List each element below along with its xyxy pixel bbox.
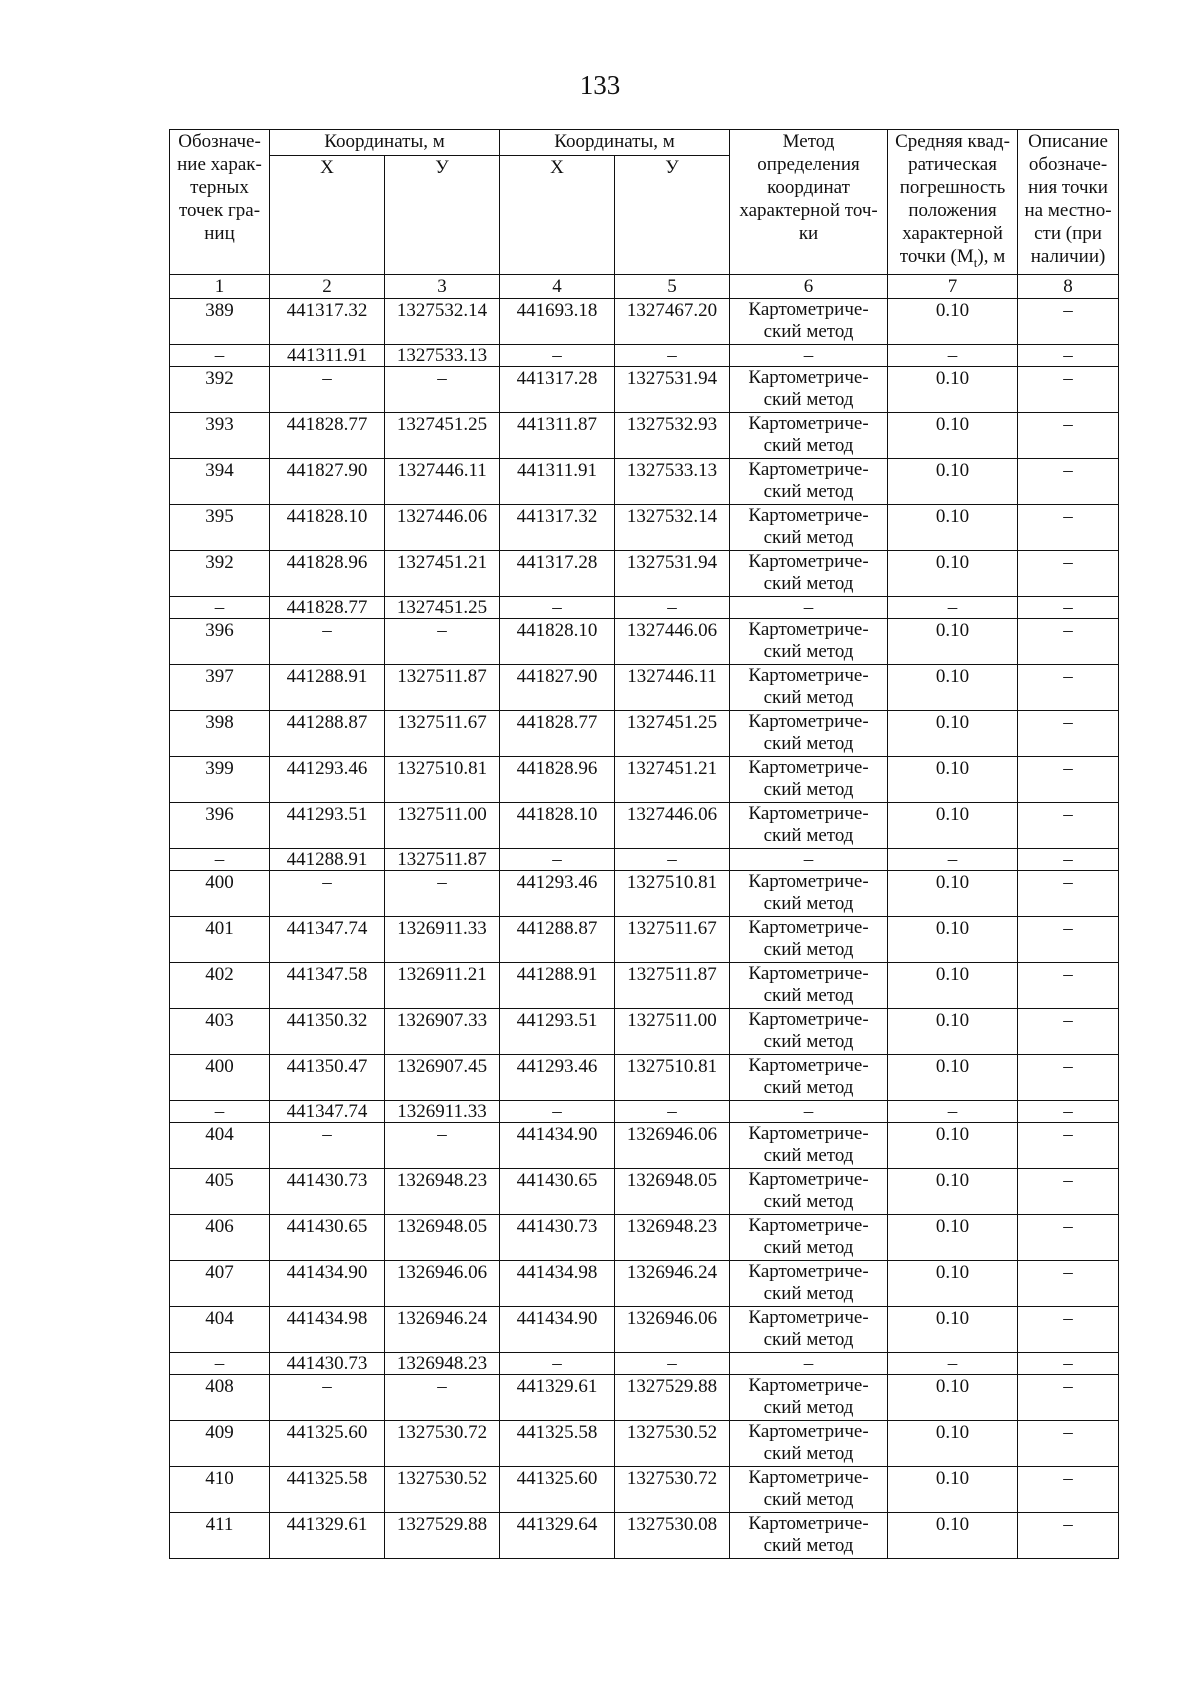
table-row [170,756,1119,802]
error-cell: 0.10 [888,366,1018,412]
table-row [170,1168,1119,1214]
table-row [170,916,1119,962]
method-cell: Картометриче- ский метод [730,962,888,1008]
header-x-2: Х [500,156,615,274]
y-old-cell: 1327530.52 [385,1466,500,1512]
error-cell: 0.10 [888,1466,1018,1512]
table-row [170,458,1119,504]
description-cell: – [1018,596,1119,618]
x-new-cell: 441828.10 [500,802,615,848]
x-new-cell: 441828.10 [500,618,615,664]
x-old-cell: 441329.61 [270,1512,385,1558]
header-designation: Обозначе- ние харак- терных точек гра- ниц [170,130,270,275]
point-id-cell: – [170,596,270,618]
x-old-cell: 441828.10 [270,504,385,550]
table-row [170,1374,1119,1420]
y-new-cell: 1327532.14 [615,504,730,550]
y-old-cell: 1327530.72 [385,1420,500,1466]
column-number: 4 [500,274,615,298]
y-new-cell: 1326946.06 [615,1122,730,1168]
y-new-cell: 1327529.88 [615,1374,730,1420]
x-old-cell: – [270,618,385,664]
table-row [170,298,1119,344]
error-cell: 0.10 [888,1260,1018,1306]
x-new-cell: 441293.46 [500,870,615,916]
x-old-cell: 441288.91 [270,848,385,870]
column-number: 8 [1018,274,1119,298]
error-cell: 0.10 [888,870,1018,916]
header-x-1: Х [270,156,385,274]
x-old-cell: 441325.58 [270,1466,385,1512]
table-row [170,1260,1119,1306]
y-old-cell: – [385,366,500,412]
description-cell: – [1018,1122,1119,1168]
x-new-cell: – [500,1100,615,1122]
y-old-cell: 1326946.06 [385,1260,500,1306]
x-new-cell: 441430.73 [500,1214,615,1260]
x-old-cell: 441430.73 [270,1352,385,1374]
y-old-cell: 1327446.06 [385,504,500,550]
method-cell: – [730,344,888,366]
table-row [170,1122,1119,1168]
point-id-cell: 395 [170,504,270,550]
description-cell: – [1018,1466,1119,1512]
method-cell: Картометриче- ский метод [730,1374,888,1420]
point-id-cell: 409 [170,1420,270,1466]
y-new-cell: 1327446.06 [615,618,730,664]
column-numbers-row [170,274,1119,298]
description-cell: – [1018,1168,1119,1214]
description-cell: – [1018,1100,1119,1122]
x-new-cell: 441311.87 [500,412,615,458]
y-new-cell: 1326946.24 [615,1260,730,1306]
y-new-cell: 1327446.11 [615,664,730,710]
table-row [170,366,1119,412]
description-cell: – [1018,870,1119,916]
column-number: 7 [888,274,1018,298]
x-new-cell: 441288.87 [500,916,615,962]
point-id-cell: 401 [170,916,270,962]
method-cell: Картометриче- ский метод [730,1214,888,1260]
x-old-cell: 441828.77 [270,412,385,458]
column-number: 2 [270,274,385,298]
y-new-cell: 1327532.93 [615,412,730,458]
description-cell: – [1018,1352,1119,1374]
description-cell: – [1018,344,1119,366]
header-y-1: У [385,156,500,274]
x-old-cell: 441430.65 [270,1214,385,1260]
point-id-cell: 403 [170,1008,270,1054]
x-new-cell: 441329.64 [500,1512,615,1558]
x-new-cell: 441827.90 [500,664,615,710]
description-cell: – [1018,1512,1119,1558]
point-id-cell: 398 [170,710,270,756]
table-row [170,1214,1119,1260]
method-cell: Картометриче- ский метод [730,1420,888,1466]
x-new-cell: 441325.58 [500,1420,615,1466]
y-old-cell: 1326907.33 [385,1008,500,1054]
column-number: 1 [170,274,270,298]
point-id-cell: – [170,1100,270,1122]
point-id-cell: 392 [170,366,270,412]
y-old-cell: 1327533.13 [385,344,500,366]
point-id-cell: 408 [170,1374,270,1420]
x-new-cell: – [500,1352,615,1374]
description-cell: – [1018,412,1119,458]
error-cell: – [888,1352,1018,1374]
method-cell: Картометриче- ский метод [730,1122,888,1168]
error-cell: 0.10 [888,962,1018,1008]
description-cell: – [1018,756,1119,802]
table-row [170,848,1119,870]
y-old-cell: – [385,870,500,916]
error-cell: 0.10 [888,504,1018,550]
x-new-cell: 441693.18 [500,298,615,344]
x-new-cell: 441434.90 [500,1306,615,1352]
x-new-cell: 441317.32 [500,504,615,550]
y-old-cell: 1327511.87 [385,664,500,710]
y-old-cell: 1326911.33 [385,1100,500,1122]
x-old-cell: – [270,1374,385,1420]
y-old-cell: 1327511.67 [385,710,500,756]
x-old-cell: 441350.32 [270,1008,385,1054]
description-cell: – [1018,298,1119,344]
x-new-cell: 441828.77 [500,710,615,756]
table-row [170,1100,1119,1122]
method-cell: Картометриче- ский метод [730,1512,888,1558]
table-row [170,1306,1119,1352]
x-old-cell: 441434.90 [270,1260,385,1306]
x-old-cell: – [270,366,385,412]
y-new-cell: 1327511.87 [615,962,730,1008]
method-cell: Картометриче- ский метод [730,1168,888,1214]
x-old-cell: 441828.96 [270,550,385,596]
coordinates-table [169,129,1119,1559]
header-error: Средняя квад- ратическая погрешность положения характерной точки $(M_t)$, м [888,130,1018,275]
error-cell: – [888,344,1018,366]
y-new-cell: – [615,596,730,618]
y-new-cell: 1327446.06 [615,802,730,848]
point-id-cell: 396 [170,802,270,848]
method-cell: Картометриче- ский метод [730,458,888,504]
error-cell: – [888,848,1018,870]
error-cell: 0.10 [888,1008,1018,1054]
point-id-cell: 400 [170,870,270,916]
column-number: 5 [615,274,730,298]
error-cell: 0.10 [888,458,1018,504]
x-new-cell: 441325.60 [500,1466,615,1512]
description-cell: – [1018,710,1119,756]
method-cell: Картометриче- ский метод [730,1008,888,1054]
y-old-cell: 1327451.25 [385,412,500,458]
x-old-cell: 441827.90 [270,458,385,504]
y-new-cell: 1327511.00 [615,1008,730,1054]
point-id-cell: 399 [170,756,270,802]
x-old-cell: 441325.60 [270,1420,385,1466]
table-row [170,802,1119,848]
y-old-cell: 1326911.33 [385,916,500,962]
x-old-cell: 441347.74 [270,916,385,962]
description-cell: – [1018,458,1119,504]
y-new-cell: 1326946.06 [615,1306,730,1352]
x-old-cell: 441828.77 [270,596,385,618]
point-id-cell: 397 [170,664,270,710]
point-id-cell: 393 [170,412,270,458]
y-old-cell: 1327511.00 [385,802,500,848]
x-old-cell: – [270,870,385,916]
error-cell: 0.10 [888,756,1018,802]
error-cell: 0.10 [888,664,1018,710]
method-cell: Картометриче- ский метод [730,870,888,916]
error-cell: 0.10 [888,1420,1018,1466]
x-new-cell: 441434.90 [500,1122,615,1168]
y-old-cell: 1326946.24 [385,1306,500,1352]
table-row [170,504,1119,550]
point-id-cell: 407 [170,1260,270,1306]
x-new-cell: 441434.98 [500,1260,615,1306]
description-cell: – [1018,504,1119,550]
header-coords-group-2: Координаты, м [500,130,730,156]
y-old-cell: 1326948.23 [385,1168,500,1214]
point-id-cell: – [170,848,270,870]
method-cell: Картометриче- ский метод [730,618,888,664]
error-cell: 0.10 [888,1374,1018,1420]
y-new-cell: 1327530.52 [615,1420,730,1466]
method-cell: Картометриче- ский метод [730,1260,888,1306]
method-cell: Картометриче- ский метод [730,298,888,344]
error-cell: 0.10 [888,1512,1018,1558]
point-id-cell: – [170,1352,270,1374]
description-cell: – [1018,1214,1119,1260]
table-row [170,710,1119,756]
x-new-cell: 441317.28 [500,366,615,412]
table-row [170,412,1119,458]
y-new-cell: 1327531.94 [615,550,730,596]
x-old-cell: 441293.51 [270,802,385,848]
y-new-cell: 1327511.67 [615,916,730,962]
y-new-cell: 1327451.25 [615,710,730,756]
x-new-cell: 441828.96 [500,756,615,802]
header-method: Метод определения координат характерной точ- ки [730,130,888,275]
y-new-cell: 1327451.21 [615,756,730,802]
y-new-cell: 1327510.81 [615,870,730,916]
description-cell: – [1018,1374,1119,1420]
y-new-cell: – [615,1352,730,1374]
table-row [170,870,1119,916]
point-id-cell: 394 [170,458,270,504]
point-id-cell: 410 [170,1466,270,1512]
x-old-cell: 441317.32 [270,298,385,344]
description-cell: – [1018,550,1119,596]
error-cell: 0.10 [888,710,1018,756]
x-new-cell: 441430.65 [500,1168,615,1214]
method-cell: – [730,1352,888,1374]
column-number: 3 [385,274,500,298]
method-cell: Картометриче- ский метод [730,756,888,802]
y-old-cell: 1327510.81 [385,756,500,802]
y-new-cell: – [615,344,730,366]
method-cell: Картометриче- ский метод [730,412,888,458]
y-new-cell: 1327530.72 [615,1466,730,1512]
description-cell: – [1018,848,1119,870]
method-cell: Картометриче- ский метод [730,504,888,550]
y-new-cell: – [615,1100,730,1122]
y-old-cell: 1326907.45 [385,1054,500,1100]
x-old-cell: 441347.58 [270,962,385,1008]
error-cell: 0.10 [888,550,1018,596]
table-row [170,1512,1119,1558]
description-cell: – [1018,618,1119,664]
description-cell: – [1018,1008,1119,1054]
y-new-cell: 1327533.13 [615,458,730,504]
method-cell: Картометриче- ский метод [730,1306,888,1352]
x-old-cell: 441347.74 [270,1100,385,1122]
point-id-cell: 392 [170,550,270,596]
error-cell: – [888,596,1018,618]
description-cell: – [1018,962,1119,1008]
method-cell: Картометриче- ский метод [730,802,888,848]
point-id-cell: 389 [170,298,270,344]
y-old-cell: 1327529.88 [385,1512,500,1558]
x-new-cell: 441329.61 [500,1374,615,1420]
description-cell: – [1018,664,1119,710]
error-cell: 0.10 [888,802,1018,848]
method-cell: Картометриче- ский метод [730,366,888,412]
table-row [170,344,1119,366]
point-id-cell: 402 [170,962,270,1008]
y-old-cell: 1326948.05 [385,1214,500,1260]
x-new-cell: – [500,596,615,618]
method-cell: Картометриче- ский метод [730,664,888,710]
error-cell: 0.10 [888,1306,1018,1352]
description-cell: – [1018,366,1119,412]
point-id-cell: 405 [170,1168,270,1214]
table-row [170,1420,1119,1466]
error-cell: 0.10 [888,916,1018,962]
description-cell: – [1018,1054,1119,1100]
method-cell: – [730,596,888,618]
table-row [170,1054,1119,1100]
x-new-cell: 441317.28 [500,550,615,596]
table-row [170,1008,1119,1054]
x-new-cell: 441311.91 [500,458,615,504]
point-id-cell: 396 [170,618,270,664]
point-id-cell: 406 [170,1214,270,1260]
page-number: 133 [579,70,621,100]
description-cell: – [1018,802,1119,848]
y-old-cell: 1327446.11 [385,458,500,504]
table-row [170,1352,1119,1374]
description-cell: – [1018,916,1119,962]
header-coords-group-1: Координаты, м [270,130,500,156]
table-row [170,664,1119,710]
header-description: Описание обозначе- ния точки на местно- сти (при наличии) [1018,130,1119,275]
point-id-cell: 411 [170,1512,270,1558]
y-old-cell: – [385,1374,500,1420]
method-cell: Картометриче- ский метод [730,916,888,962]
x-old-cell: 441288.87 [270,710,385,756]
header-row-1 [170,130,1119,156]
y-old-cell: – [385,1122,500,1168]
y-new-cell: 1327510.81 [615,1054,730,1100]
y-old-cell: 1327532.14 [385,298,500,344]
x-new-cell: – [500,344,615,366]
error-cell: 0.10 [888,1168,1018,1214]
error-cell: 0.10 [888,298,1018,344]
table-row [170,550,1119,596]
x-old-cell: 441288.91 [270,664,385,710]
x-old-cell: 441293.46 [270,756,385,802]
x-old-cell: 441430.73 [270,1168,385,1214]
error-cell: 0.10 [888,1122,1018,1168]
x-new-cell: 441293.46 [500,1054,615,1100]
y-old-cell: 1327511.87 [385,848,500,870]
method-cell: Картометриче- ский метод [730,1466,888,1512]
x-new-cell: 441288.91 [500,962,615,1008]
error-cell: 0.10 [888,1214,1018,1260]
error-cell: 0.10 [888,412,1018,458]
x-old-cell: 441434.98 [270,1306,385,1352]
description-cell: – [1018,1260,1119,1306]
y-new-cell: 1327530.08 [615,1512,730,1558]
description-cell: – [1018,1420,1119,1466]
method-cell: Картометриче- ский метод [730,710,888,756]
x-old-cell: 441350.47 [270,1054,385,1100]
y-new-cell: 1326948.05 [615,1168,730,1214]
y-old-cell: 1326948.23 [385,1352,500,1374]
point-id-cell: – [170,344,270,366]
error-cell: 0.10 [888,618,1018,664]
error-cell: 0.10 [888,1054,1018,1100]
table-row [170,596,1119,618]
x-new-cell: – [500,848,615,870]
y-old-cell: 1327451.25 [385,596,500,618]
y-new-cell: – [615,848,730,870]
point-id-cell: 400 [170,1054,270,1100]
y-new-cell: 1327467.20 [615,298,730,344]
description-cell: – [1018,1306,1119,1352]
error-cell: – [888,1100,1018,1122]
method-cell: Картометриче- ский метод [730,550,888,596]
table-row [170,618,1119,664]
table-row [170,962,1119,1008]
x-old-cell: 441311.91 [270,344,385,366]
method-cell: – [730,1100,888,1122]
header-y-2: У [615,156,730,274]
y-new-cell: 1327531.94 [615,366,730,412]
x-old-cell: – [270,1122,385,1168]
point-id-cell: 404 [170,1122,270,1168]
x-new-cell: 441293.51 [500,1008,615,1054]
y-old-cell: 1327451.21 [385,550,500,596]
y-old-cell: – [385,618,500,664]
column-number: 6 [730,274,888,298]
table-row [170,1466,1119,1512]
y-old-cell: 1326911.21 [385,962,500,1008]
point-id-cell: 404 [170,1306,270,1352]
y-new-cell: 1326948.23 [615,1214,730,1260]
method-cell: Картометриче- ский метод [730,1054,888,1100]
method-cell: – [730,848,888,870]
